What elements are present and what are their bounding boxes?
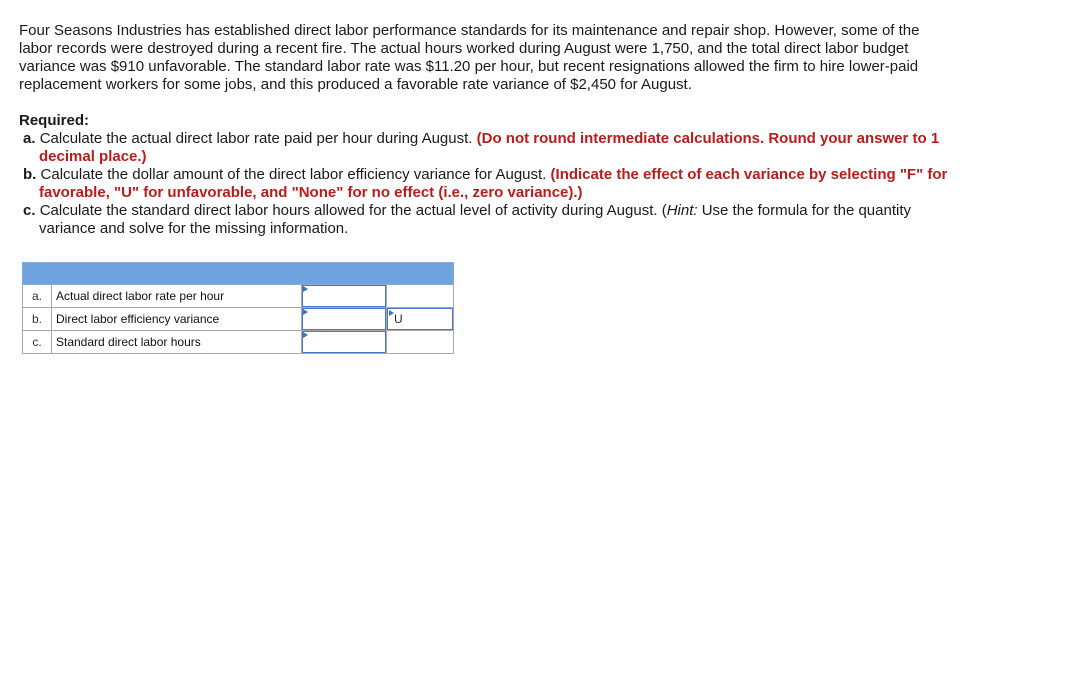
requirement-a-letter: a.	[23, 130, 36, 147]
row-b-input-cell	[302, 308, 387, 331]
row-a-input-cell	[302, 285, 387, 308]
row-b-label: Direct labor efficiency variance	[52, 308, 302, 331]
table-header-row	[23, 263, 454, 285]
table-row-b	[23, 308, 454, 331]
standard-hours-input[interactable]	[302, 331, 386, 353]
input-marker-icon	[303, 286, 308, 292]
requirement-c-hint: Hint:	[666, 202, 698, 219]
requirement-a-note: (Do not round intermediate calculations. Round your answer to 1 decimal place.)	[39, 130, 940, 165]
row-c-label: Standard direct labor hours	[52, 331, 302, 354]
requirement-c-text-before: Calculate the standard direct labor hours allowed for the actual level of activity during August. (	[39, 202, 667, 219]
answer-table	[22, 262, 454, 354]
effect-select-value: U	[394, 312, 403, 326]
row-c-letter: c.	[23, 331, 52, 354]
requirement-b	[23, 166, 968, 202]
requirement-b-text: Calculate the dollar amount of the direct labor efficiency variance for August.	[40, 166, 547, 183]
row-c-empty-cell	[387, 331, 454, 354]
row-a-label: Actual direct labor rate per hour	[52, 285, 302, 308]
row-a-empty-cell	[387, 285, 454, 308]
row-b-effect-cell	[387, 308, 454, 331]
input-marker-icon	[303, 309, 308, 315]
efficiency-variance-input[interactable]	[302, 308, 386, 330]
required-heading: Required:	[19, 112, 90, 129]
table-row-a	[23, 285, 454, 308]
requirement-a-text: Calculate the actual direct labor rate paid per hour during August.	[39, 130, 473, 147]
row-c-input-cell	[302, 331, 387, 354]
problem-statement: Four Seasons Industries has established direct labor performance standards for its maintenance and repair shop. However, some of the labor records were destroyed during a recent fire. The actual hours worked during August were 1,750, and the total direct labor budget variance was $910 unfavorable. The standard labor rate was $11.20 per hour, but recent resignations allowed the firm to hire lower-paid replacement workers for some jobs, and this produced a favorable rate variance of $2,450 for August.	[19, 22, 920, 93]
requirement-b-letter: b.	[23, 166, 37, 183]
requirement-c-text-after: Use the formula for the quantity variance and solve for the missing information.	[39, 202, 911, 237]
requirement-c-letter: c.	[23, 202, 36, 219]
requirement-c	[23, 202, 968, 238]
table-row-c	[23, 331, 454, 354]
table-header-bar	[23, 263, 454, 285]
actual-rate-input[interactable]	[302, 285, 386, 307]
row-b-letter: b.	[23, 308, 52, 331]
input-marker-icon	[303, 332, 308, 338]
row-a-letter: a.	[23, 285, 52, 308]
requirement-a	[23, 130, 968, 166]
requirement-b-note: (Indicate the effect of each variance by selecting "F" for favorable, "U" for unfavorable, and "None" for no effect (i.e., zero variance).)	[39, 166, 948, 201]
effect-select[interactable]	[387, 308, 453, 330]
requirements-list	[23, 130, 968, 238]
